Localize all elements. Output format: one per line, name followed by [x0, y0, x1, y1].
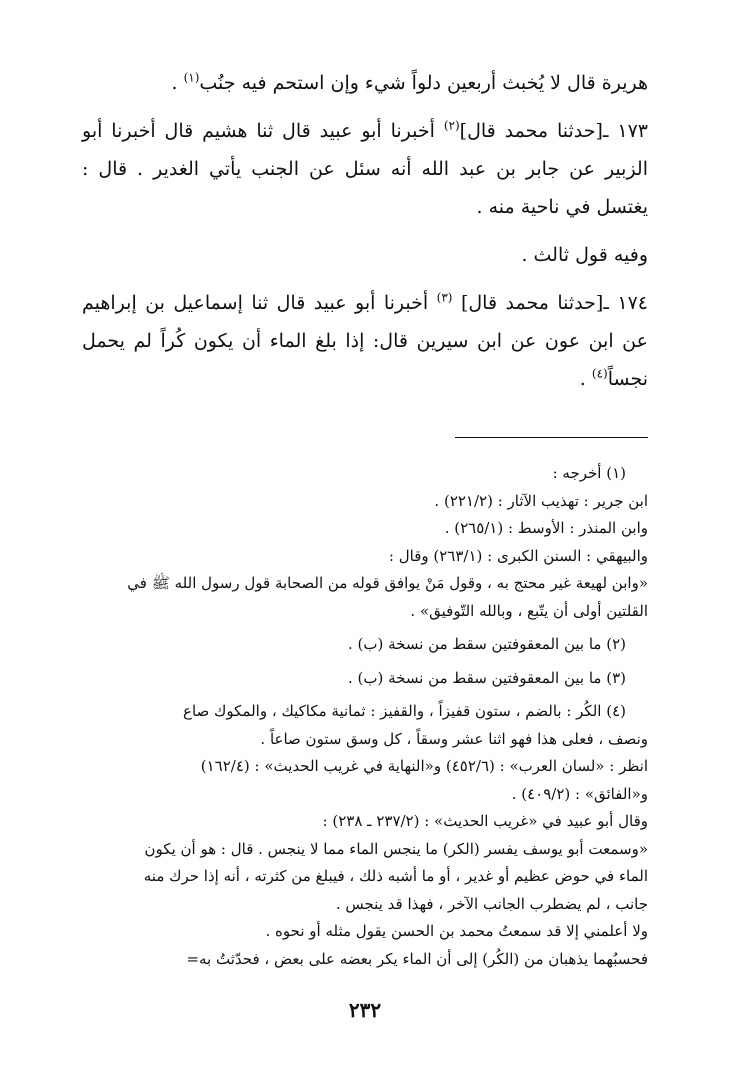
- footnote-1-title: (١) أخرجه :: [552, 464, 626, 482]
- footnote-1-line: «وابن لهيعة غير محتج به ، وقول مَنْ يوافق قوله من الصحابة قول رسول الله ﷺ في: [127, 574, 648, 592]
- footnote-4-line: (٤) الكُر : بالضم ، ستون قفيزاً ، والقفيز : ثمانية مكاكيك ، والمكوك صاع: [183, 702, 626, 720]
- paragraph-1-text: هريرة قال لا يُخبث أربعين دلواً شيء وإن استحم فيه جنُب: [199, 72, 648, 94]
- footnote-4-line: جانب ، لم يضطرب الجانب الآخر ، فهذا قد ينجس .: [335, 894, 648, 913]
- footnote-4-line: ولا أعلمني إلا قد سمعتُ محمد بن الحسن يقول مثله أو نحوه .: [265, 922, 648, 940]
- paragraph-174-end: .: [579, 368, 592, 390]
- paragraph-174-text: أخبرنا أبو عبيد قال ثنا إسماعيل بن إبراهيم عن ابن عون عن ابن سيرين قال: إذا بلغ الماء أن يكون كُراً لم يحمل نجساً: [82, 292, 648, 390]
- main-text-block: [82, 64, 648, 398]
- footnote-ref-1: (١): [183, 70, 200, 85]
- footnote-4-line: و«الفائق» : (٤٠٩/٢) .: [511, 784, 648, 803]
- footnote-4-line: انظر : «لسان العرب» : (٤٥٢/٦) و«النهاية في غريب الحديث» : (١٦٢/٤): [200, 757, 648, 775]
- footnote-1-line: ابن جرير : تهذيب الآثار : (٢٢١/٢) .: [434, 491, 648, 510]
- footnote-4-line: وقال أبو عبيد في «غريب الحديث» : (٢٣٧/٢ ـ ٢٣٨) :: [322, 812, 648, 830]
- footnote-ref-4: (٤): [591, 366, 608, 381]
- footnote-4-line: ونصف ، فعلى هذا فهو اثنا عشر وسقاً ، كل وسق ستون صاعاً .: [260, 729, 648, 748]
- page-number: ٢٣٢: [348, 998, 382, 1022]
- footnote-divider: [455, 437, 648, 438]
- footnotes-block: [82, 460, 648, 973]
- footnote-1-line: القلتين أولى أن يتّبع ، وبالله التّوفيق» .: [410, 601, 648, 620]
- footnote-4-line: فحسبُهما يذهبان من (الكُر) إلى أن الماء يكر بعضه على بعض ، فحدّثتُ به=: [186, 949, 648, 968]
- paragraph-third-view: وفيه قول ثالث .: [521, 244, 648, 266]
- footnote-ref-3: (٣): [436, 290, 453, 305]
- paragraph-1-end: .: [171, 72, 184, 94]
- footnote-4-line: «وسمعت أبو يوسف يفسر (الكر) ما ينجس الماء مما لا ينجس . قال : هو أن يكون: [144, 839, 648, 858]
- footnote-2: (٢) ما بين المعقوفتين سقط من نسخة (ب) .: [348, 635, 626, 653]
- footnote-1-line: والبيهقي : السنن الكبرى : (٢٦٣/١) وقال :: [388, 546, 648, 565]
- footnote-4-line: الماء في حوض عظيم أو غدير ، أو ما أشبه ذلك ، فيبلغ من كثرته ، أنه إذا حرك منه: [143, 867, 648, 885]
- paragraph-1: [82, 64, 648, 102]
- paragraph-174: [82, 284, 648, 398]
- footnote-3: (٣) ما بين المعقوفتين سقط من نسخة (ب) .: [348, 668, 626, 687]
- paragraph-173-prefix: ١٧٣ ـ[حدثنا محمد قال]: [459, 120, 648, 142]
- paragraph-174-prefix: ١٧٤ ـ[حدثنا محمد قال]: [452, 292, 648, 314]
- footnote-1-line: وابن المنذر : الأوسط : (٢٦٥/١) .: [444, 519, 648, 537]
- paragraph-173: [82, 112, 648, 226]
- paragraph-173-text: أخبرنا أبو عبيد قال ثنا هشيم قال أخبرنا أبو الزبير عن جابر بن عبد الله أنه سئل عن الجنب يأتي الغدير . قال : يغتسل في ناحية منه .: [82, 120, 648, 218]
- footnote-ref-2: (٢): [443, 118, 460, 133]
